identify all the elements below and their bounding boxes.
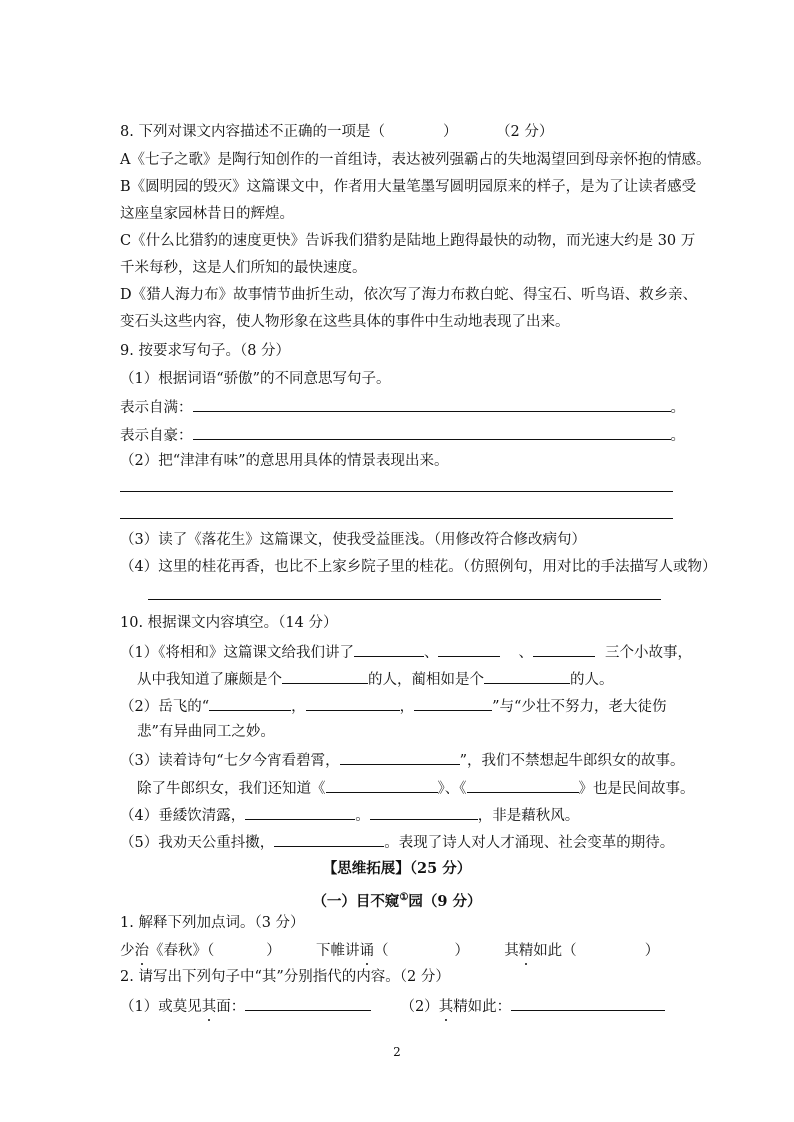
- q10-part3-line2: [137, 777, 695, 799]
- q10-story-blank-2[interactable]: [438, 641, 500, 657]
- word1-post: 《春秋》（: [149, 943, 215, 959]
- q10-comma-1: ，: [291, 699, 306, 715]
- q10-part4-period: 。: [355, 808, 370, 824]
- q10-part1-end: 的人。: [570, 672, 614, 688]
- q10-part2-line1: [120, 695, 666, 717]
- q2b-pre: （2）: [400, 999, 439, 1015]
- q10-part3-tail: ”，我们不禁想起牛郎织女的故事。: [459, 753, 685, 769]
- q8-stem-close: ）: [442, 124, 458, 140]
- q10-part2-line2: 悲”有异曲同工之妙。: [137, 724, 275, 740]
- q8-score: （2 分）: [496, 124, 554, 140]
- q10-part1-lianpo: 从中我知道了廉颇是个: [137, 672, 282, 688]
- q9-stem: 9. 按要求写句子。（8 分）: [120, 343, 291, 359]
- q8-stem: [120, 122, 553, 142]
- q10-part1-line1: [120, 641, 692, 663]
- q10-poem-blank[interactable]: [340, 749, 460, 765]
- word1-pre: 少: [120, 943, 135, 959]
- q2a-post: 面：: [216, 999, 246, 1015]
- reading-q2-stem: 2. 请写出下列句子中“其”分别指代的内容。（2 分）: [120, 969, 450, 985]
- q10-linxiangru-blank[interactable]: [484, 668, 570, 684]
- q10-part3-intro: （3）读着诗句“七夕今宵看碧霄，: [120, 753, 340, 769]
- q10-cicada-blank-2[interactable]: [370, 804, 478, 820]
- q9-part1-proud-period: 。: [670, 428, 685, 444]
- q10-folk-tail: 》也是民间故事。: [578, 781, 695, 797]
- q9-part1: （1）根据词语“骄傲”的不同意思写句子。: [120, 371, 391, 387]
- page-number: 2: [393, 1045, 401, 1059]
- q9-part1-complacent: [120, 396, 685, 418]
- q9-part3: （3）读了《落花生》这篇课文，使我受益匪浅。（用修改符合修改病句）: [120, 532, 586, 548]
- q8-stem-text: 8. 下列对课文内容描述不正确的一项是（: [120, 124, 385, 140]
- q9-part4: （4）这里的桂花再香，也比不上家乡院子里的桂花。（仿照例句，用对比的手法描写人或物）: [120, 559, 717, 575]
- reading-q1-stem: 1. 解释下列加点词。（3 分）: [120, 915, 305, 931]
- word2-pre: 下帷讲: [315, 943, 360, 959]
- word2-dotted: 诵: [359, 943, 374, 959]
- q10-folk-sep: 》、《: [437, 781, 467, 797]
- q10-stem: 10. 根据课文内容填空。（14 分）: [120, 615, 338, 631]
- q8-option-d-line2: 变石头这些内容，使人物形象在这些具体的事件中生动地表现了出来。: [120, 314, 570, 330]
- q10-gongzizhen-blank[interactable]: [274, 831, 384, 847]
- q9-part1-complacent-period: 。: [670, 400, 685, 416]
- q8-option-c-line1: C《什么比猎豹的速度更快》告诉我们猎豹是陆地上跑得最快的动物，而光速大约是 30 万: [120, 233, 696, 249]
- q10-part1-tail: 三个小故事，: [604, 645, 692, 661]
- q9-part4-answer-line[interactable]: [148, 599, 661, 600]
- word3-post: 如此（: [533, 943, 577, 959]
- q10-part2-compare: ”与“少壮不努力，老大徒伤: [492, 699, 667, 715]
- word2-close: ）: [454, 943, 469, 959]
- q10-part2-intro: （2）岳飞的“: [120, 699, 210, 715]
- q10-lianpo-blank[interactable]: [282, 668, 368, 684]
- word1-dotted: 治: [134, 943, 149, 959]
- q9-part1-proud: [120, 424, 685, 446]
- q10-part3-line1: [120, 749, 685, 771]
- q2b-answer-blank[interactable]: [511, 995, 665, 1011]
- reading-q2-items: [120, 995, 665, 1017]
- word3-close: ）: [644, 943, 660, 959]
- q2a-dotted: 其: [201, 999, 217, 1015]
- q8-option-c-line2: 千米每秒，这是人们所知的最快速度。: [120, 260, 367, 276]
- q10-sep-2: 、: [518, 645, 533, 661]
- q8-option-a: A《七子之歌》是陶行知创作的一首组诗，表达被列强霸占的失地渴望回到母亲怀抱的情感。: [120, 152, 711, 168]
- q2b-post: 精如此：: [453, 999, 512, 1015]
- q10-yuefei-blank-3[interactable]: [414, 695, 492, 711]
- reading-title-pre: （一）目不窥: [312, 892, 400, 910]
- footnote-marker: ①: [399, 892, 409, 903]
- q10-yuefei-blank-2[interactable]: [306, 695, 400, 711]
- q8-option-b-line2: 这座皇家园林昔日的辉煌。: [120, 206, 294, 222]
- q8-option-d-line1: D《猎人海力布》故事情节曲折生动，依次写了海力布救白蛇、得宝石、听鸟语、救乡亲、: [120, 287, 698, 303]
- q10-comma-2: ，: [399, 699, 415, 715]
- section-title: 【思维拓展】（25 分）: [322, 860, 472, 877]
- q9-part2-answer-line-2[interactable]: [120, 518, 673, 519]
- q10-part4-intro: （4）垂緌饮清露，: [120, 808, 246, 824]
- q10-sep-1: 、: [423, 645, 439, 661]
- q8-option-b-line1: B《圆明园的毁灭》这篇课文中，作者用大量笔墨写圆明园原来的样子，是为了让读者感受: [120, 179, 697, 195]
- q2b-dotted: 其: [438, 999, 454, 1015]
- q9-part2-answer-line-1[interactable]: [120, 491, 673, 492]
- q2a-pre: （1）或莫见: [120, 999, 202, 1015]
- q10-part4: [120, 804, 579, 826]
- q10-part1-linxiangru: 的人，蔺相如是个: [368, 672, 484, 688]
- q9-part1-proud-label: 表示自豪：: [120, 428, 193, 444]
- word2-post: （: [373, 943, 389, 959]
- q10-part5: [120, 831, 674, 853]
- q9-part1-proud-blank[interactable]: [193, 424, 671, 440]
- q10-part5-intro: （5）我劝天公重抖擞，: [120, 835, 275, 851]
- q9-part2: （2）把“津津有味”的意思用具体的情景表现出来。: [120, 453, 449, 469]
- word3-dotted: 精: [518, 943, 534, 959]
- word3-pre: 其: [504, 943, 519, 959]
- q9-part1-complacent-blank[interactable]: [193, 396, 671, 412]
- reading-title: [0, 888, 794, 912]
- word1-close: ）: [266, 943, 281, 959]
- q2a-answer-blank[interactable]: [245, 995, 371, 1011]
- q10-part1-line2: [137, 668, 614, 690]
- q10-folk-blank-1[interactable]: [326, 777, 438, 793]
- q10-part5-tail: 。表现了诗人对人才涌现、社会变革的期待。: [384, 835, 675, 851]
- q10-yuefei-blank-1[interactable]: [209, 695, 291, 711]
- q9-part1-complacent-label: 表示自满：: [120, 400, 193, 416]
- reading-title-post: 园（9 分）: [408, 892, 482, 910]
- q10-cicada-blank-1[interactable]: [245, 804, 355, 820]
- q10-part4-tail: ，非是藉秋风。: [477, 808, 580, 824]
- q10-folk-blank-2[interactable]: [467, 777, 579, 793]
- q10-story-blank-3[interactable]: [533, 641, 595, 657]
- q10-part1-intro: （1）《将相和》这篇课文给我们讲了: [120, 645, 354, 661]
- reading-q1-items: [120, 941, 659, 961]
- q10-part3-folk-intro: 除了牛郎织女，我们还知道《: [137, 781, 326, 797]
- q10-story-blank-1[interactable]: [354, 641, 424, 657]
